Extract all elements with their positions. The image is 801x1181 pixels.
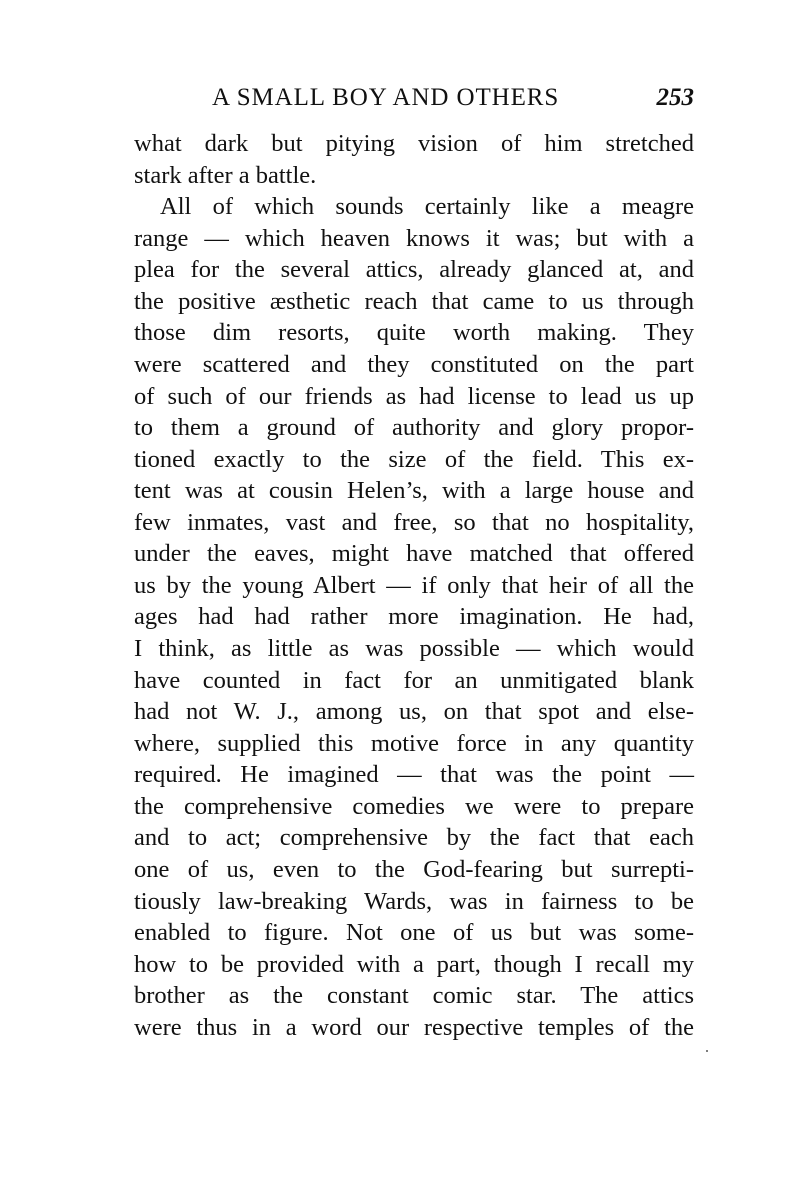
print-speck (706, 1050, 708, 1052)
text-line: All of which sounds certainly like a meagre (160, 193, 694, 220)
text-line: brother as the constant comic star. The attics (134, 982, 694, 1009)
text-line: were scattered and they constituted on the part (134, 351, 694, 378)
text-line: where, supplied this motive force in any quantity (134, 730, 694, 757)
text-line: I think, as little as was possible — which would (134, 635, 694, 662)
text-line: enabled to figure. Not one of us but was some- (134, 919, 694, 946)
text-line: and to act; comprehensive by the fact that each (134, 824, 694, 851)
text-line: few inmates, vast and free, so that no hospitality, (134, 509, 694, 536)
text-line: those dim resorts, quite worth making. They (134, 319, 694, 346)
running-head (134, 80, 694, 116)
text-line: have counted in fact for an unmitigated blank (134, 667, 694, 694)
text-line: range — which heaven knows it was; but with a (134, 225, 694, 252)
running-title: A SMALL BOY AND OTHERS (212, 84, 560, 111)
text-line: tent was at cousin Helen’s, with a large house and (134, 477, 694, 504)
text-line: to them a ground of authority and glory propor- (134, 414, 694, 441)
text-line: ages had had rather more imagination. He had, (134, 603, 694, 630)
text-line: of such of our friends as had license to lead us up (134, 383, 694, 410)
text-line: what dark but pitying vision of him stretched (134, 130, 694, 157)
text-line: were thus in a word our respective temples of the (134, 1014, 694, 1041)
text-line: how to be provided with a part, though I recall my (134, 951, 694, 978)
text-line: had not W. J., among us, on that spot and else- (134, 698, 694, 725)
text-line: tioned exactly to the size of the field. This ex- (134, 446, 694, 473)
text-line: the comprehensive comedies we were to prepare (134, 793, 694, 820)
text-line: plea for the several attics, already glanced at, and (134, 256, 694, 283)
text-line: under the eaves, might have matched that offered (134, 540, 694, 567)
text-line: tiously law-breaking Wards, was in fairness to be (134, 888, 694, 915)
text-line: one of us, even to the God-fearing but surrepti- (134, 856, 694, 883)
text-line: us by the young Albert — if only that heir of all the (134, 572, 694, 599)
page-number: 253 (656, 84, 694, 111)
text-line: the positive æsthetic reach that came to us through (134, 288, 694, 315)
text-line: stark after a battle. (134, 162, 317, 189)
text-line: required. He imagined — that was the point — (134, 761, 694, 788)
